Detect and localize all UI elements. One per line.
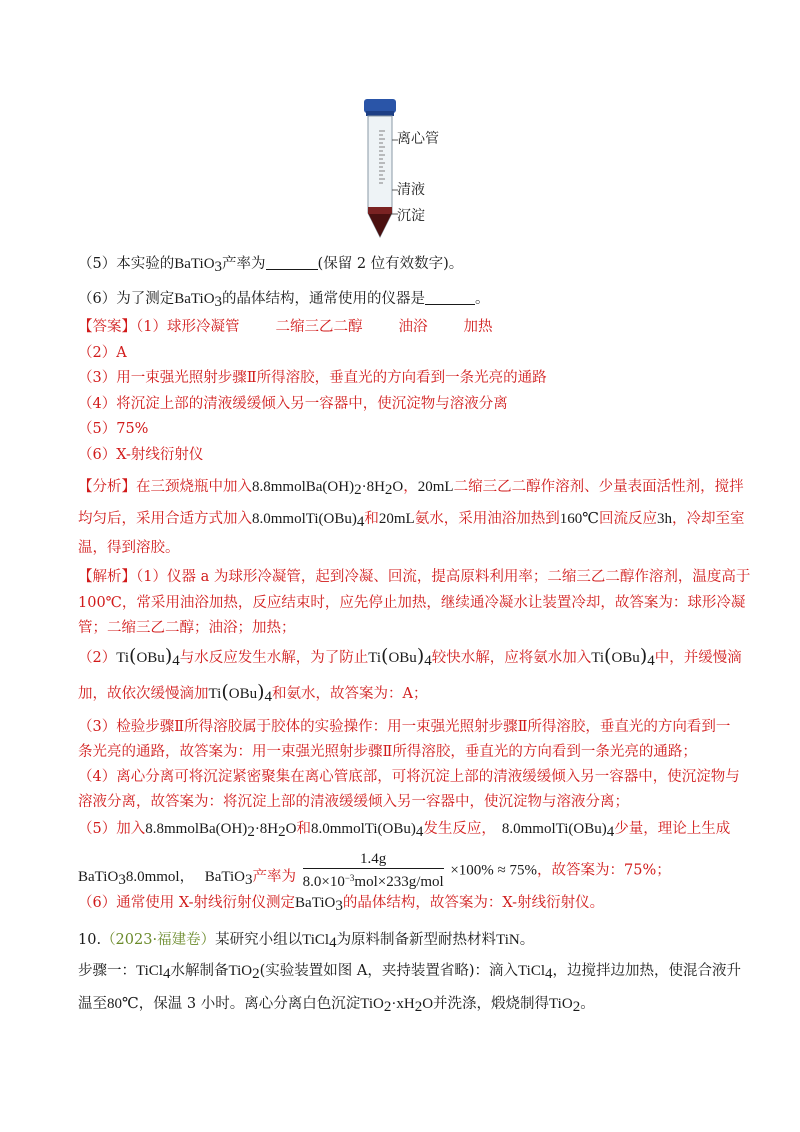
yield-fraction: $\frac{1.4g}{8.0\times 10^{-3}mol\times 233g/mol}$ [302,851,444,890]
question-10: 10.（2023·福建卷）某研究小组以TiCl4为原料制备新型耐热材料TiN。 [78,932,535,951]
solution-line-11: BaTiO38.0mmol， BaTiO3产率为 $\frac{1.4g}{8.0\times 10^{-3}mol\times 233g/mol}$ ×100% ≈ 75%，故答案为：75%； [78,851,671,890]
analysis-line-3: 温，得到溶胶。 [78,540,180,556]
question-10-step-1-cont: 温至80℃，保温 3 小时。离心分离白色沉淀TiO2·xH2O并洗涤，煅烧制得TiO2。 [78,996,595,1015]
question-5: （5）本实验的BaTiO3产率为 (保留 2 位有效数字)。 [78,256,464,275]
label-sediment: 沉淀 [397,208,425,224]
tube-cap [364,99,396,113]
solution-line-10: （5）加入8.8mmolBa(OH)2·8H2O和8.0mmolTi(OBu)4发生反应， 8.0mmolTi(OBu)4少量，理论上生成 [78,821,731,840]
solution-line-5: 加，故依次缓慢滴加Ti(OBu)4和氨水，故答案为：A； [78,681,428,705]
answer-line-3: （3）用一束强光照射步骤Ⅱ所得溶胶，垂直光的方向看到一条光亮的通路 [78,370,547,386]
answer-line-6: （6）X-射线衍射仪 [78,447,204,463]
question-6: （6）为了测定BaTiO3的晶体结构，通常使用的仪器是 。 [78,291,490,310]
label-supernatant: 清液 [397,182,425,198]
solution-line-9: 溶液分离，故答案为：将沉淀上部的清液缓缓倾入另一容器中，使沉淀物与溶液分离； [78,794,629,810]
answer-line-2: （2）A [78,345,127,361]
answer-line-4: （4）将沉淀上部的清液缓缓倾入另一容器中，使沉淀物与溶液分离 [78,396,508,412]
solution-line-7: 条光亮的通路，故答案为：用一束强光照射步骤Ⅱ所得溶胶，垂直光的方向看到一条光亮的通路； [78,744,697,760]
analysis-line-1: 【分析】在三颈烧瓶中加入8.8mmolBa(OH)2·8H2O，20mL二缩三乙二醇作溶剂、少量表面活性剂，搅拌 [78,479,744,498]
analysis-line-2: 均匀后，采用合适方式加入8.0mmolTi(OBu)4和20mL氨水，采用油浴加热到160℃回流反应3h，冷却至室 [78,511,745,530]
question-10-step-1: 步骤一：TiCl4水解制备TiO2(实验装置如图 A，夹持装置省略)：滴入TiCl4，边搅拌边加热，使混合液升 [78,963,742,982]
solution-line-8: （4）离心分离可将沉淀紧密聚集在离心管底部，可将沉淀上部的清液缓缓倾入另一容器中，使沉淀物与 [78,769,740,785]
answer-blank [425,290,475,305]
answer-line-1: 【答案】（1）球形冷凝管 二缩三乙二醇 油浴 加热 [78,319,493,335]
label-tube: 离心管 [397,131,439,147]
solution-line-4: （2）Ti(OBu)4与水反应发生水解，为了防止Ti(OBu)4较快水解，应将氨水加入Ti(OBu)4中，并缓慢滴 [78,645,742,669]
answer-blank [266,255,318,270]
solution-line-2: 100℃，常采用油浴加热，反应结束时，应先停止加热，继续通冷凝水让装置冷却，故答案为：球形冷凝 [78,595,746,611]
sediment [368,213,392,237]
answer-line-5: （5）75% [78,421,149,437]
solution-line-3: 管；二缩三乙二醇；油浴；加热； [78,620,296,636]
solution-line-1: 【解析】（1）仪器 a 为球形冷凝管，起到冷凝、回流，提高原料利用率；二缩三乙二醇作溶剂，温度高于 [78,569,751,585]
solution-line-12: （6）通常使用 X-射线衍射仪测定BaTiO3的晶体结构，故答案为：X-射线衍射仪。 [78,895,605,914]
solution-line-6: （3）检验步骤Ⅱ所得溶胶属于胶体的实验操作：用一束强光照射步骤Ⅱ所得溶胶，垂直光的方向看到一 [78,719,731,735]
